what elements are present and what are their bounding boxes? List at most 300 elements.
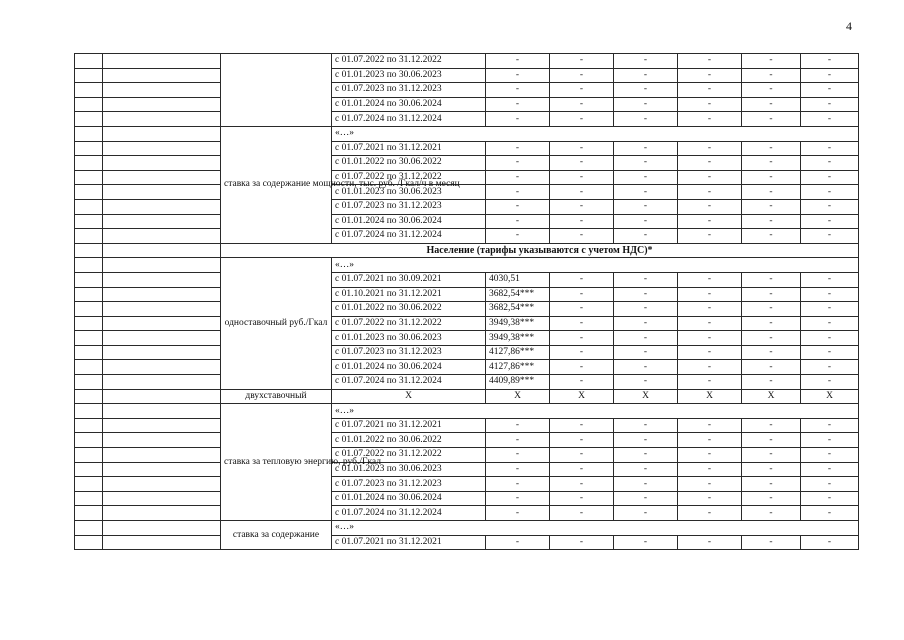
dash-cell: -: [678, 462, 742, 477]
dash-cell: -: [614, 345, 678, 360]
dash-cell: -: [678, 331, 742, 346]
org-cell: [103, 243, 221, 258]
period-cell: с 01.07.2024 по 31.12.2024: [332, 229, 486, 244]
dash-cell: -: [486, 418, 550, 433]
dash-cell: -: [614, 54, 678, 69]
table-row: [75, 345, 859, 360]
cross-cell: X: [486, 389, 550, 404]
table-row: [75, 448, 859, 463]
number-cell: [75, 185, 103, 200]
dash-cell: -: [614, 375, 678, 390]
dash-cell: -: [550, 506, 614, 521]
section-header-population: Население (тарифы указываются с учетом НДС)*: [221, 243, 859, 258]
org-cell: [103, 418, 221, 433]
dash-cell: -: [550, 491, 614, 506]
single-rate-name: одноставочный руб./Гкал: [221, 258, 332, 389]
org-cell: [103, 433, 221, 448]
table-row: [75, 404, 859, 419]
org-cell: [103, 214, 221, 229]
dash-cell: -: [678, 491, 742, 506]
heat-rate-name: ставка за тепловую энергию, руб./Гкал: [221, 404, 332, 521]
dash-cell: -: [678, 170, 742, 185]
dash-cell: -: [801, 418, 859, 433]
table-row: [75, 68, 859, 83]
period-cell: с 01.01.2023 по 30.06.2023: [332, 462, 486, 477]
table-row: [75, 243, 859, 258]
org-cell: [103, 521, 221, 536]
dash-cell: -: [614, 185, 678, 200]
dash-cell: -: [678, 433, 742, 448]
cross-cell: X: [332, 389, 486, 404]
dash-cell: -: [678, 199, 742, 214]
org-cell: [103, 272, 221, 287]
dash-cell: -: [742, 141, 801, 156]
period-cell: с 01.07.2021 по 31.12.2021: [332, 535, 486, 550]
power-rate-name: ставка за содержание мощности, тыс. руб. /Гкал/ч в месяц: [221, 126, 332, 243]
dash-cell: -: [550, 112, 614, 127]
dash-cell: -: [550, 170, 614, 185]
dash-cell: -: [614, 141, 678, 156]
dash-cell: -: [614, 462, 678, 477]
org-cell: [103, 316, 221, 331]
dash-cell: -: [486, 214, 550, 229]
dash-cell: -: [678, 448, 742, 463]
dash-cell: -: [550, 229, 614, 244]
table-row: [75, 214, 859, 229]
dash-cell: -: [486, 506, 550, 521]
number-cell: [75, 97, 103, 112]
dash-cell: -: [801, 199, 859, 214]
table-row: [75, 156, 859, 171]
dash-cell: -: [550, 535, 614, 550]
number-cell: [75, 141, 103, 156]
dash-cell: -: [550, 360, 614, 375]
table-row: [75, 97, 859, 112]
period-cell: с 01.01.2024 по 30.06.2024: [332, 97, 486, 112]
dash-cell: -: [614, 316, 678, 331]
dash-cell: -: [742, 302, 801, 317]
dash-cell: -: [486, 491, 550, 506]
dash-cell: -: [550, 199, 614, 214]
dash-cell: -: [614, 491, 678, 506]
dash-cell: -: [614, 112, 678, 127]
number-cell: [75, 170, 103, 185]
period-cell: с 01.07.2022 по 31.12.2022: [332, 170, 486, 185]
dash-cell: -: [678, 229, 742, 244]
org-cell: [103, 535, 221, 550]
period-cell: с 01.07.2024 по 31.12.2024: [332, 375, 486, 390]
number-cell: [75, 156, 103, 171]
period-cell: с 01.07.2022 по 31.12.2022: [332, 54, 486, 69]
dash-cell: -: [614, 272, 678, 287]
dash-cell: -: [486, 156, 550, 171]
period-cell: с 01.07.2021 по 30.09.2021: [332, 272, 486, 287]
dash-cell: -: [486, 170, 550, 185]
org-cell: [103, 185, 221, 200]
dash-cell: -: [742, 185, 801, 200]
dash-cell: -: [801, 68, 859, 83]
dash-cell: -: [742, 345, 801, 360]
dash-cell: -: [801, 185, 859, 200]
dash-cell: -: [801, 491, 859, 506]
period-cell: с 01.07.2024 по 31.12.2024: [332, 112, 486, 127]
dash-cell: -: [614, 214, 678, 229]
dash-cell: -: [614, 477, 678, 492]
dash-cell: -: [486, 141, 550, 156]
dash-cell: -: [486, 83, 550, 98]
table-row: [75, 462, 859, 477]
dash-cell: -: [486, 448, 550, 463]
dash-cell: -: [742, 54, 801, 69]
dash-cell: -: [614, 448, 678, 463]
dash-cell: -: [801, 54, 859, 69]
dash-cell: -: [742, 68, 801, 83]
period-cell: с 01.01.2024 по 30.06.2024: [332, 491, 486, 506]
dash-cell: -: [742, 331, 801, 346]
table-row: [75, 535, 859, 550]
dash-cell: -: [486, 185, 550, 200]
org-cell: [103, 97, 221, 112]
org-cell: [103, 448, 221, 463]
dash-cell: -: [801, 345, 859, 360]
dash-cell: -: [801, 506, 859, 521]
dash-cell: -: [742, 97, 801, 112]
org-cell: [103, 156, 221, 171]
dash-cell: -: [486, 199, 550, 214]
number-cell: [75, 345, 103, 360]
dash-cell: -: [550, 156, 614, 171]
dash-cell: -: [801, 272, 859, 287]
number-cell: [75, 389, 103, 404]
dash-cell: -: [678, 68, 742, 83]
table-row: [75, 316, 859, 331]
org-cell: [103, 302, 221, 317]
dash-cell: -: [801, 83, 859, 98]
cross-cell: X: [742, 389, 801, 404]
dash-cell: -: [801, 170, 859, 185]
dash-cell: -: [801, 535, 859, 550]
period-cell: с 01.01.2023 по 30.06.2023: [332, 68, 486, 83]
dash-cell: -: [801, 477, 859, 492]
table-row: [75, 287, 859, 302]
dash-cell: -: [550, 345, 614, 360]
dash-cell: -: [801, 97, 859, 112]
cross-cell: X: [678, 389, 742, 404]
table-row: [75, 360, 859, 375]
org-cell: [103, 404, 221, 419]
org-cell: [103, 506, 221, 521]
dash-cell: -: [550, 316, 614, 331]
number-cell: [75, 229, 103, 244]
dash-cell: -: [742, 229, 801, 244]
dash-cell: -: [801, 462, 859, 477]
number-cell: [75, 433, 103, 448]
dash-cell: -: [550, 272, 614, 287]
org-cell: [103, 229, 221, 244]
dash-cell: -: [801, 448, 859, 463]
dash-cell: -: [742, 418, 801, 433]
period-cell: с 01.07.2022 по 31.12.2022: [332, 316, 486, 331]
org-cell: [103, 331, 221, 346]
dash-cell: -: [678, 214, 742, 229]
tariff-value-cell: 4409,89***: [486, 375, 550, 390]
dash-cell: -: [550, 287, 614, 302]
table-row: [75, 170, 859, 185]
number-cell: [75, 287, 103, 302]
dash-cell: -: [486, 97, 550, 112]
dash-cell: -: [742, 360, 801, 375]
dash-cell: -: [678, 360, 742, 375]
dash-cell: -: [614, 170, 678, 185]
dash-cell: -: [742, 535, 801, 550]
dash-cell: -: [678, 156, 742, 171]
table-row: [75, 433, 859, 448]
dash-cell: -: [678, 141, 742, 156]
period-cell: с 01.07.2021 по 31.12.2021: [332, 141, 486, 156]
period-cell: с 01.10.2021 по 31.12.2021: [332, 287, 486, 302]
org-cell: [103, 54, 221, 69]
dash-cell: -: [801, 302, 859, 317]
org-cell: [103, 258, 221, 273]
period-cell: с 01.07.2023 по 31.12.2023: [332, 477, 486, 492]
dash-cell: -: [614, 156, 678, 171]
dash-cell: -: [614, 331, 678, 346]
dash-cell: -: [486, 462, 550, 477]
table-row: [75, 258, 859, 273]
dash-cell: -: [742, 112, 801, 127]
dash-cell: -: [678, 287, 742, 302]
org-cell: [103, 375, 221, 390]
rate-name-cell: [221, 54, 332, 127]
tariff-table: [74, 53, 859, 550]
dash-cell: -: [486, 68, 550, 83]
dash-cell: -: [550, 448, 614, 463]
dash-cell: -: [614, 360, 678, 375]
org-cell: [103, 477, 221, 492]
dash-cell: -: [550, 185, 614, 200]
table-row: [75, 126, 859, 141]
dash-cell: -: [486, 433, 550, 448]
dash-cell: -: [550, 331, 614, 346]
dash-cell: -: [550, 214, 614, 229]
number-cell: [75, 448, 103, 463]
dash-cell: -: [678, 535, 742, 550]
period-cell: с 01.01.2023 по 30.06.2023: [332, 185, 486, 200]
dash-cell: -: [550, 375, 614, 390]
dash-cell: -: [550, 433, 614, 448]
tariff-value-cell: 3682,54***: [486, 287, 550, 302]
tariff-value-cell: 3682,54***: [486, 302, 550, 317]
number-cell: [75, 112, 103, 127]
table-row: [75, 199, 859, 214]
dash-cell: -: [801, 287, 859, 302]
org-cell: [103, 389, 221, 404]
dash-cell: -: [550, 97, 614, 112]
table-row: [75, 491, 859, 506]
period-cell: с 01.07.2024 по 31.12.2024: [332, 506, 486, 521]
dash-cell: -: [742, 287, 801, 302]
number-cell: [75, 418, 103, 433]
dash-cell: -: [486, 477, 550, 492]
ellipsis-cell: «…»: [332, 404, 859, 419]
dash-cell: -: [550, 418, 614, 433]
dash-cell: -: [742, 448, 801, 463]
tariff-value-cell: 3949,38***: [486, 316, 550, 331]
dash-cell: -: [550, 302, 614, 317]
number-cell: [75, 272, 103, 287]
dash-cell: -: [678, 112, 742, 127]
number-cell: [75, 521, 103, 536]
dash-cell: -: [550, 477, 614, 492]
dash-cell: -: [678, 97, 742, 112]
dash-cell: -: [678, 375, 742, 390]
period-cell: с 01.07.2021 по 31.12.2021: [332, 418, 486, 433]
dash-cell: -: [614, 97, 678, 112]
dash-cell: -: [614, 302, 678, 317]
period-cell: с 01.07.2023 по 31.12.2023: [332, 199, 486, 214]
dash-cell: -: [742, 170, 801, 185]
dash-cell: -: [486, 112, 550, 127]
number-cell: [75, 360, 103, 375]
dash-cell: -: [550, 462, 614, 477]
ellipsis-cell: «…»: [332, 126, 859, 141]
org-cell: [103, 287, 221, 302]
dash-cell: -: [678, 272, 742, 287]
dash-cell: -: [614, 68, 678, 83]
dash-cell: -: [801, 156, 859, 171]
period-cell: с 01.01.2023 по 30.06.2023: [332, 331, 486, 346]
tariff-value-cell: 4127,86***: [486, 345, 550, 360]
dash-cell: -: [614, 433, 678, 448]
dash-cell: -: [801, 141, 859, 156]
number-cell: [75, 68, 103, 83]
period-cell: с 01.01.2024 по 30.06.2024: [332, 360, 486, 375]
number-cell: [75, 491, 103, 506]
table-row: [75, 83, 859, 98]
dash-cell: -: [550, 68, 614, 83]
dash-cell: -: [678, 345, 742, 360]
org-cell: [103, 126, 221, 141]
dash-cell: -: [614, 418, 678, 433]
number-cell: [75, 214, 103, 229]
period-cell: с 01.07.2022 по 31.12.2022: [332, 448, 486, 463]
number-cell: [75, 535, 103, 550]
dash-cell: -: [614, 199, 678, 214]
dash-cell: -: [678, 83, 742, 98]
dash-cell: -: [742, 462, 801, 477]
dash-cell: -: [678, 316, 742, 331]
number-cell: [75, 199, 103, 214]
period-cell: с 01.07.2023 по 31.12.2023: [332, 83, 486, 98]
dash-cell: -: [801, 214, 859, 229]
dash-cell: -: [801, 375, 859, 390]
period-cell: с 01.01.2022 по 30.06.2022: [332, 156, 486, 171]
number-cell: [75, 258, 103, 273]
period-cell: с 01.01.2022 по 30.06.2022: [332, 433, 486, 448]
number-cell: [75, 506, 103, 521]
dash-cell: -: [614, 535, 678, 550]
number-cell: [75, 54, 103, 69]
table-row: [75, 185, 859, 200]
tariff-value-cell: 4030,51: [486, 272, 550, 287]
dash-cell: -: [486, 535, 550, 550]
tariff-value-cell: 4127,86***: [486, 360, 550, 375]
maint-rate-name: ставка за содержание: [221, 521, 332, 550]
dash-cell: -: [742, 199, 801, 214]
table-row: [75, 506, 859, 521]
period-cell: с 01.01.2024 по 30.06.2024: [332, 214, 486, 229]
number-cell: [75, 83, 103, 98]
dash-cell: -: [614, 506, 678, 521]
table-row: [75, 302, 859, 317]
ellipsis-cell: «…»: [332, 521, 859, 536]
org-cell: [103, 68, 221, 83]
dash-cell: -: [678, 185, 742, 200]
number-cell: [75, 316, 103, 331]
dash-cell: -: [801, 316, 859, 331]
dash-cell: -: [678, 477, 742, 492]
table-row: [75, 375, 859, 390]
number-cell: [75, 243, 103, 258]
dash-cell: -: [742, 156, 801, 171]
two-rate-name: двухставочный: [221, 389, 332, 404]
page-number: 4: [846, 19, 852, 33]
number-cell: [75, 477, 103, 492]
dash-cell: -: [742, 491, 801, 506]
dash-cell: -: [742, 83, 801, 98]
dash-cell: -: [678, 506, 742, 521]
period-cell: с 01.07.2023 по 31.12.2023: [332, 345, 486, 360]
table-row: [75, 331, 859, 346]
org-cell: [103, 491, 221, 506]
tariff-value-cell: 3949,38***: [486, 331, 550, 346]
table-row: [75, 54, 859, 69]
table-row: [75, 112, 859, 127]
table-row: [75, 418, 859, 433]
number-cell: [75, 331, 103, 346]
dash-cell: -: [678, 302, 742, 317]
number-cell: [75, 404, 103, 419]
org-cell: [103, 345, 221, 360]
dash-cell: -: [550, 54, 614, 69]
dash-cell: -: [801, 229, 859, 244]
dash-cell: -: [742, 506, 801, 521]
period-cell: с 01.01.2022 по 30.06.2022: [332, 302, 486, 317]
dash-cell: -: [678, 54, 742, 69]
table-row: [75, 272, 859, 287]
number-cell: [75, 302, 103, 317]
table-row: [75, 389, 859, 404]
table-row: [75, 521, 859, 536]
org-cell: [103, 360, 221, 375]
dash-cell: -: [742, 316, 801, 331]
table-row: [75, 141, 859, 156]
org-cell: [103, 83, 221, 98]
dash-cell: -: [550, 83, 614, 98]
org-cell: [103, 170, 221, 185]
dash-cell: -: [486, 229, 550, 244]
cross-cell: X: [550, 389, 614, 404]
dash-cell: -: [614, 229, 678, 244]
ellipsis-cell: «…»: [332, 258, 859, 273]
dash-cell: -: [742, 214, 801, 229]
dash-cell: -: [550, 141, 614, 156]
org-cell: [103, 112, 221, 127]
dash-cell: -: [801, 360, 859, 375]
table-row: [75, 229, 859, 244]
cross-cell: X: [614, 389, 678, 404]
number-cell: [75, 462, 103, 477]
